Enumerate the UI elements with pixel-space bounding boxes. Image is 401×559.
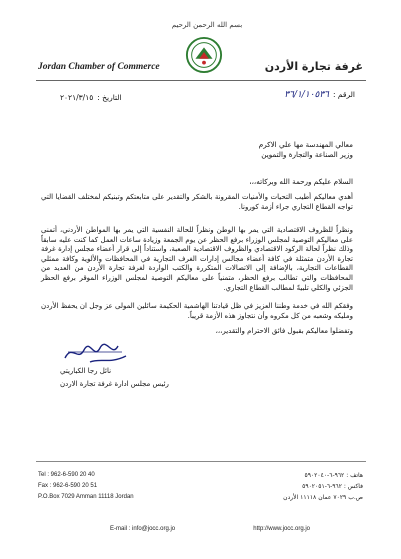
recipient-block <box>53 140 353 160</box>
signatory-name: نائل رجا الكباريتي <box>60 367 112 375</box>
recipient-name: معالي المهندسة مها علي الاكرم <box>258 140 353 149</box>
chamber-name-ar: غرفة تجارة الأردن <box>264 60 363 73</box>
basmala: بسم الله الرحمن الرحيم <box>171 21 243 29</box>
footer-po-ar: ص.ب ٧٠٢٩ عمان ١١١١٨ الأردن <box>283 494 363 501</box>
footer-fax-ar: فاكس : ٩٦٢-٦-٥٩٠٢٠٥١ <box>302 483 363 490</box>
date-label: التاريخ : <box>97 93 122 102</box>
body-paragraph: ونظراً للظروف الاقتصادية التي يمر بها الوطن ونظراً للحالة النفسية التي يمر بها المواطن الأردني، أتمنى على معاليكم التوصية لمجلس الوزراء برفع الحظر عن يوم الجمعة وزيادة ساعات العمل كما كنت عليه سابقاً وذلك نظراً لحالة الركود الاقتصادي والظروف الاقتصادية الصعبة، واستناداً إلى قرار أعضاء مجلس إدارة غرفة تجارة الأردن متمثلة في كافة أعضاء مجالس إدارات الغرف التجارية في المحافظات والألوية وكافة ممثلي القطاعات التجارية، بالإضافة إلى الاتصالات المتكررة والكتب الواردة لغرفة تجارة الأردن من العديد من المحافظات والتي تطالب برفع الحظر، متمنياً على معاليكم التوصية لمجلس الوزراء الموقر برفع الحظر الجزئي والكلي تلبيةً لمطالب القطاع التجاري. <box>41 226 353 292</box>
chamber-logo <box>185 36 223 74</box>
handwritten-signature <box>60 338 130 368</box>
letter-date <box>60 93 122 102</box>
greeting: السلام عليكم ورحمة الله وبركاته،،، <box>249 177 353 186</box>
body-paragraph: أهدي معاليكم أطيب التحيات والأمنيات المقرونة بالشكر والتقدير على متابعتكم وتبنيكم لمختلف القضايا التي تواجه القطاع التجاري جراء أزمة كورونا. <box>41 193 353 211</box>
footer-tel-ar: هاتف : ٩٦٢-٦-٥٩٠٢٠٤٠ <box>304 472 363 479</box>
header-divider <box>36 80 366 81</box>
footer-online <box>110 526 310 532</box>
footer-fax-en: Fax : 962-6-590 20 51 <box>38 483 98 489</box>
closing-line: وتفضلوا معاليكم بقبول فائق الاحترام والتقدير،،، <box>215 327 353 335</box>
reference-number <box>284 90 355 100</box>
footer-website-link[interactable]: http://www.jocc.org.jo <box>253 526 310 532</box>
footer-contact-en <box>38 470 134 503</box>
footer-contact-ar <box>283 470 363 503</box>
signatory-title: رئيس مجلس ادارة غرفة تجارة الاردن <box>60 380 169 388</box>
footer-email-link[interactable]: E-mail : info@jocc.org.jo <box>110 526 176 532</box>
footer-tel-en: Tel : 962-6-590 20 40 <box>38 472 95 478</box>
recipient-title: وزير الصناعة والتجارة والتموين <box>261 150 353 159</box>
date-value: ٢٠٢١/٣/١٥ <box>60 93 94 102</box>
footer-divider <box>36 461 366 462</box>
body-paragraph: وفقكم الله في خدمة وطننا العزيز في ظل قيادتنا الهاشمية الحكيمة سائلين المولى عز وجل ان يحفظ الأردن ومليكه وشعبه من كل مكروه وأن نتجاوز هذه الأزمة قريباً. <box>41 302 353 320</box>
ref-label: الرقم : <box>333 90 355 99</box>
footer-po-en: P.O.Box 7029 Amman 11118 Jordan <box>38 494 134 500</box>
ref-value: ٣٦/١/١٠٥٣٦ <box>284 90 329 100</box>
chamber-name-en: Jordan Chamber of Commerce <box>38 62 160 72</box>
